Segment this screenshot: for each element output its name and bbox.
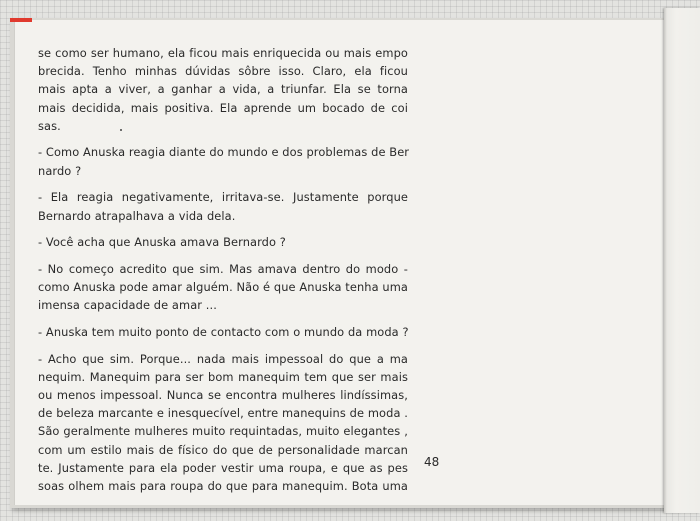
text-line: nequim. Manequim para ser bom manequim tem que ser mais xyxy=(38,369,408,384)
text-line: - Como Anuska reagia diante do mundo e dos problemas de Ber xyxy=(38,145,410,160)
red-bookmark-tab xyxy=(10,18,32,22)
page-number: 48 xyxy=(424,455,440,469)
text-line: se como ser humano, ela ficou mais enriquecida ou mais empo xyxy=(38,46,408,60)
paragraph-question xyxy=(38,233,408,251)
text-line: sas. xyxy=(38,118,61,133)
text-line: - Anuska tem muito ponto de contacto com o mundo da moda ? xyxy=(38,324,409,339)
text-line: São geralmente mulheres muito requintadas, muito elegantes , xyxy=(38,424,408,439)
text-line: imensa capacidade de amar ... xyxy=(38,298,217,313)
interview-text xyxy=(38,44,408,495)
text-line: brecida. Tenho minhas dúvidas sôbre isso. Claro, ela ficou xyxy=(38,64,408,79)
text-line: soas olhem mais para roupa do que para manequim. Bota uma xyxy=(38,478,408,493)
text-line: - No começo acredito que sim. Mas amava dentro do modo - xyxy=(38,261,408,276)
text-line: Bernardo atrapalhava a vida dela. xyxy=(38,208,236,223)
text-line: de beleza marcante e inesquecível, entre manequins de moda . xyxy=(38,406,408,421)
paragraph-answer xyxy=(38,350,408,496)
paragraph-answer xyxy=(38,260,408,315)
paragraph-answer xyxy=(38,188,408,224)
text-line: - Ela reagia negativamente, irritava-se. Justamente porque xyxy=(38,190,408,205)
text-line: nardo ? xyxy=(38,163,82,178)
paragraph xyxy=(38,44,408,135)
paragraph-question xyxy=(38,143,408,179)
book-page-right xyxy=(664,8,700,513)
text-line: com um estilo mais de físico do que de personalidade marcan xyxy=(38,442,408,457)
text-line: - Acho que sim. Porque... nada mais impessoal do que a ma xyxy=(38,351,408,366)
text-line: te. Justamente para ela poder vestir uma roupa, e que as pes xyxy=(38,460,408,475)
text-line: como Anuska pode amar alguém. Não é que Anuska tenha uma xyxy=(38,280,408,295)
text-line: ou menos impessoal. Nunca se encontra mulheres lindíssimas, xyxy=(38,388,408,402)
text-line: - Você acha que Anuska amava Bernardo ? xyxy=(38,235,286,250)
paragraph-question xyxy=(38,323,408,341)
text-line: mais decidida, mais positiva. Ela aprende um bocado de coi xyxy=(38,100,408,115)
text-line: mais apta a viver, a ganhar a vida, a triunfar. Ela se torna xyxy=(38,82,408,97)
